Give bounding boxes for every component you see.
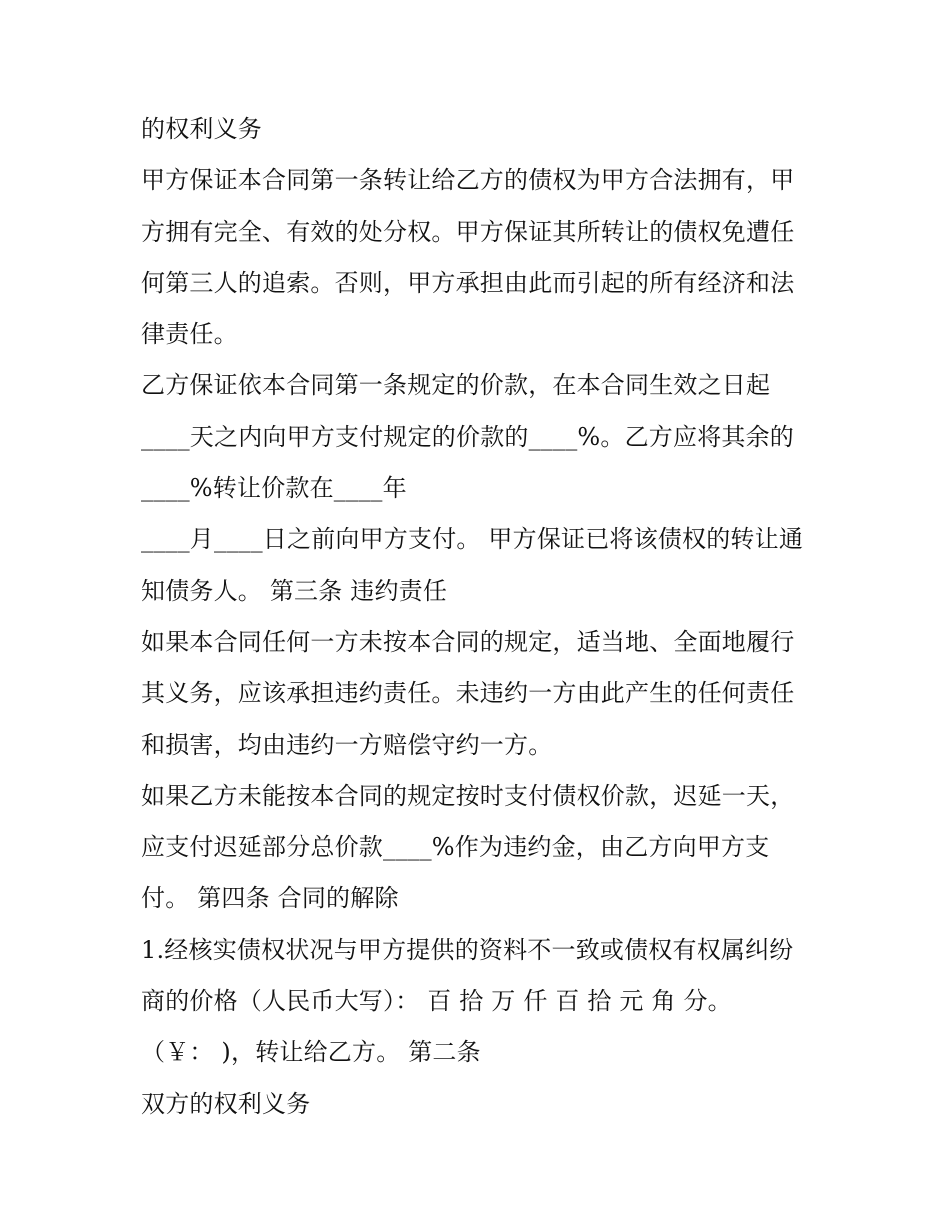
text-line: 甲方保证本合同第一条转让给乙方的债权为甲方合法拥有，甲: [141, 166, 795, 195]
text-line: （￥： )，转让给乙方。 第二条: [141, 1038, 481, 1067]
text-line: 和损害，均由违约一方赔偿守约一方。: [141, 730, 553, 759]
text-line: 何第三人的追索。否则，甲方承担由此而引起的所有经济和法: [141, 268, 795, 297]
text-line: 商的价格（人民币大写）： 百 拾 万 仟 百 拾 元 角 分。: [141, 987, 732, 1016]
text-line: 其义务，应该承担违约责任。未违约一方由此产生的任何责任: [141, 679, 795, 708]
text-line: 如果本合同任何一方未按本合同的规定，适当地、全面地履行: [141, 627, 795, 656]
text-line: ____天之内向甲方支付规定的价款的____%。乙方应将其余的: [141, 422, 795, 451]
text-line: 1.经核实债权状况与甲方提供的资料不一致或债权有权属纠纷: [141, 935, 794, 964]
text-line: 双方的权利义务: [141, 1089, 311, 1118]
text-line: 的权利义务: [141, 115, 262, 143]
text-line: 方拥有完全、有效的处分权。甲方保证其所转让的债权免遭任: [141, 217, 795, 246]
text-line: 知债务人。 第三条 违约责任: [141, 576, 448, 605]
text-line: 乙方保证依本合同第一条规定的价款，在本合同生效之日起: [141, 371, 771, 400]
text-line: ____月____日之前向甲方支付。 甲方保证已将该债权的转让通: [141, 525, 804, 554]
text-line: 付。 第四条 合同的解除: [141, 884, 399, 913]
document-body: [141, 104, 821, 1130]
text-line: 律责任。: [141, 320, 238, 349]
text-line: 如果乙方未能按本合同的规定按时支付债权价款，迟延一天，: [141, 781, 795, 810]
text-line: ____%转让价款在____年: [141, 474, 407, 503]
text-line: 应支付迟延部分总价款____%作为违约金，由乙方向甲方支: [141, 833, 770, 862]
